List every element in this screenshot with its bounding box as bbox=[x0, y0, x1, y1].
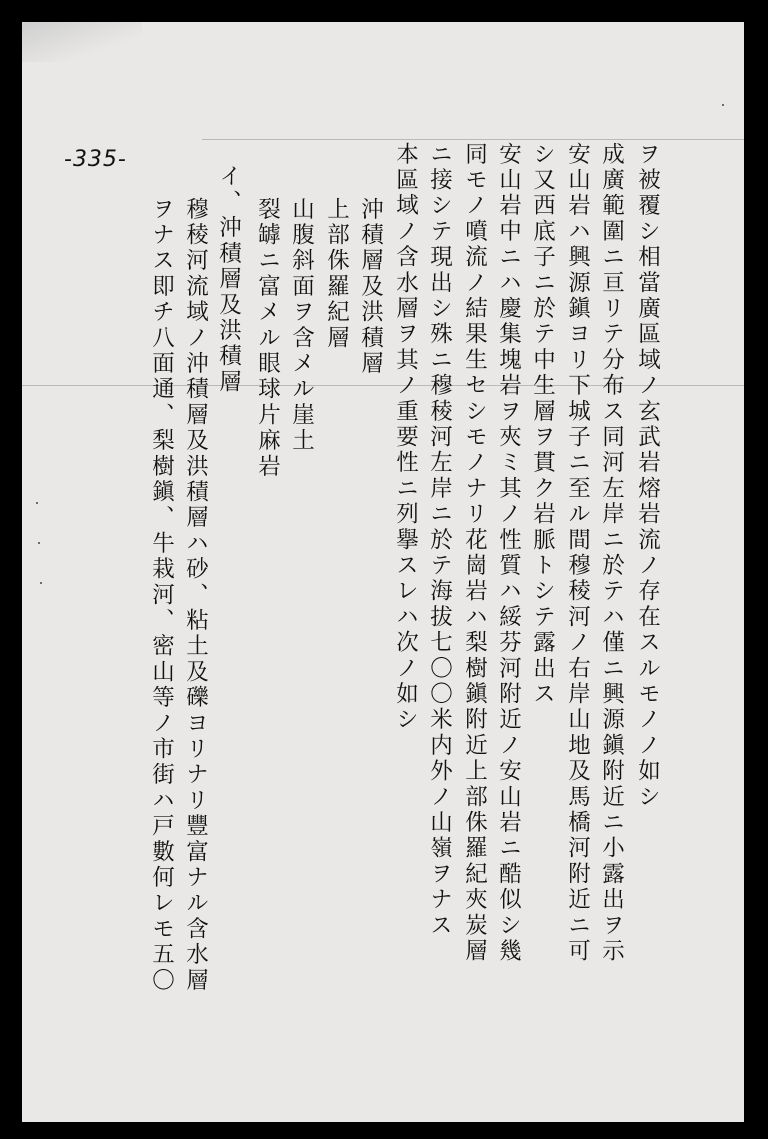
document-page bbox=[22, 22, 744, 1122]
speck bbox=[36, 502, 38, 504]
text-column: ヲ被覆シ相當廣區域ノ玄武岩熔岩流ノ存在スルモノノ如シ bbox=[634, 142, 661, 811]
list-item: 沖積層及洪積層 bbox=[357, 197, 384, 377]
speck bbox=[722, 104, 724, 106]
list-item: 裂罅ニ富メル眼球片麻岩 bbox=[254, 197, 281, 480]
text-column: ニ接シテ現出シ殊ニ穆稜河左岸ニ於テ海拔七〇〇米内外ノ山嶺ヲナス bbox=[426, 142, 453, 939]
speck bbox=[38, 542, 40, 544]
text-column: 穆稜河流域ノ沖積層及洪積層ハ砂、粘土及礫ヨリナリ豐富ナル含水層 bbox=[182, 197, 209, 994]
page-number: -335- bbox=[64, 147, 127, 172]
speck bbox=[40, 582, 42, 584]
list-item: 上部侏羅紀層 bbox=[323, 197, 350, 352]
text-column: シ又西底子ニ於テ中生層ヲ貫ク岩脈トシテ露出ス bbox=[529, 142, 556, 708]
section-heading: イ、沖積層及洪積層 bbox=[215, 164, 242, 396]
text-column: 安山岩中ニハ慶集塊岩ヲ夾ミ其ノ性質ハ綏芬河附近ノ安山岩ニ酷似シ幾 bbox=[495, 142, 522, 965]
text-column: 成廣範圍ニ亘リテ分布ス同河左岸ニ於テハ僅ニ興源鎭附近ニ小露出ヲ示 bbox=[598, 142, 625, 965]
text-column: 安山岩ハ興源鎭ヨリ下城子ニ至ル間穆稜河ノ右岸山地及馬橋河附近ニ可 bbox=[564, 142, 591, 965]
fold-line bbox=[202, 139, 744, 140]
list-item: 山腹斜面ヲ含メル崖土 bbox=[288, 197, 315, 454]
text-column: 同モノ噴流ノ結果生セシモノナリ花崗岩ハ梨樹鎭附近上部侏羅紀夾炭層 bbox=[461, 142, 488, 965]
text-column: ヲナス即チ八面通、梨樹鎭、牛栽河、密山等ノ市街ハ戸數何レモ五〇 bbox=[148, 197, 175, 994]
text-column: 本區域ノ含水層ヲ其ノ重要性ニ列擧スレハ次ノ如シ bbox=[392, 142, 419, 734]
